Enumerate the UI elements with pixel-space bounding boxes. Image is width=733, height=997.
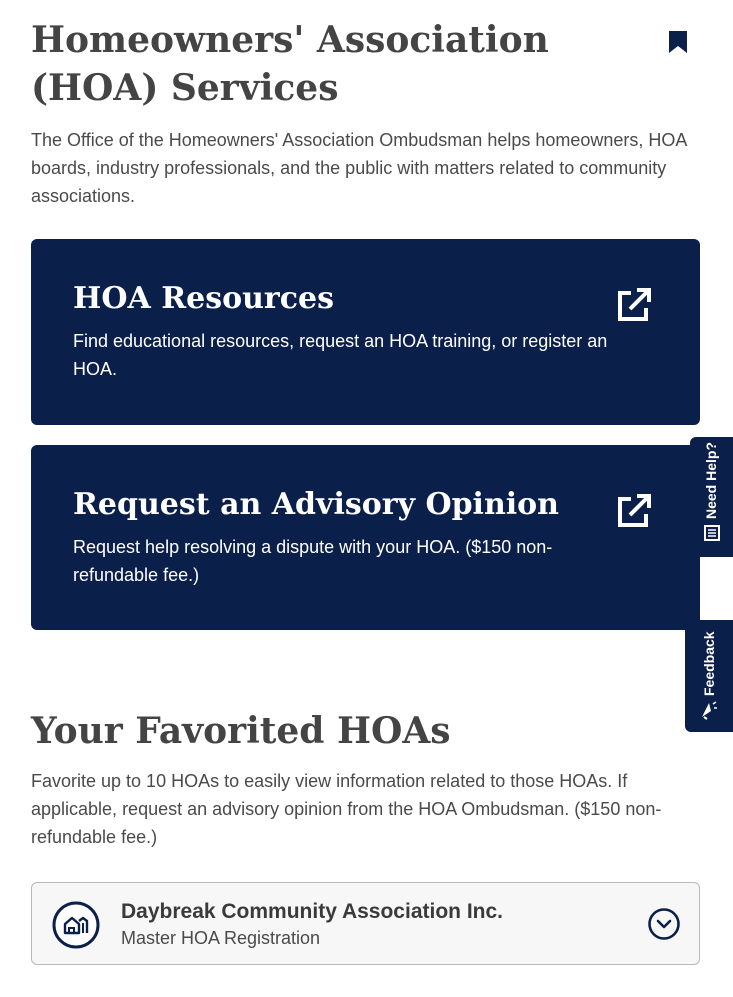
feedback-tab[interactable] [685, 620, 733, 732]
hoa-name: Daybreak Community Association Inc. [121, 900, 503, 923]
megaphone-icon [699, 700, 719, 720]
card-description: Find educational resources, request an HOA training, or register an HOA. [73, 331, 608, 379]
external-link-icon [614, 491, 654, 531]
advisory-opinion-card[interactable] [31, 445, 700, 630]
list-icon [704, 525, 720, 541]
favorites-title: Your Favorited HOAs [31, 710, 451, 752]
bookmark-icon[interactable] [668, 30, 688, 54]
card-description: Request help resolving a dispute with your HOA. ($150 non-refundable fee.) [73, 537, 553, 585]
hoa-resources-card[interactable] [31, 239, 700, 425]
card-title: HOA Resources [73, 281, 334, 316]
card-title: Request an Advisory Opinion [73, 487, 559, 522]
page-title: Homeowners' Association (HOA) Services [31, 19, 549, 109]
need-help-label: Need Help? [703, 441, 719, 519]
hoa-registration-type: Master HOA Registration [121, 928, 321, 948]
intro-text: The Office of the Homeowners' Association Ombudsman helps homeowners, HOA boards, industry professionals, and the public with matters related to community associations. [31, 130, 687, 206]
external-link-icon [614, 285, 654, 325]
need-help-tab[interactable] [690, 437, 733, 557]
feedback-label: Feedback [701, 631, 717, 696]
favorite-hoa-item[interactable] [31, 882, 700, 965]
favorites-description: Favorite up to 10 HOAs to easily view information related to those HOAs. If applicable, request an advisory opinion from the HOA Ombudsman. ($150 non-refundable fee.) [31, 771, 662, 847]
chevron-down-icon[interactable] [647, 907, 681, 941]
community-homes-icon [52, 901, 100, 949]
